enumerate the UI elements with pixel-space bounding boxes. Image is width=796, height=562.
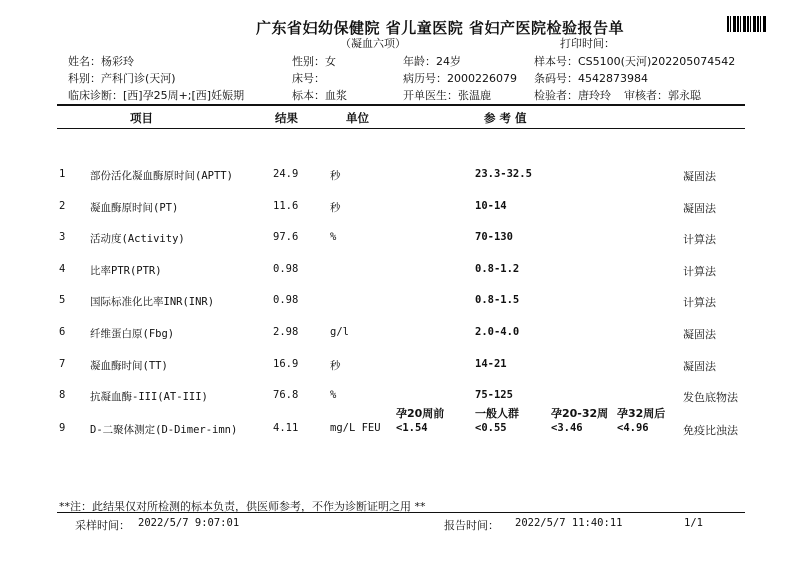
header-divider-bottom	[57, 128, 745, 129]
patient-department: 科别：产科门诊(天河)	[68, 72, 176, 85]
ddimer-ref-value: <1.54	[396, 422, 428, 434]
report-time-label: 报告时间：	[444, 519, 499, 532]
col-header-unit: 单位	[346, 111, 369, 125]
collect-time: 2022/5/7 9:07:01	[138, 517, 240, 529]
test-name: 凝血酶原时间(PT)	[90, 202, 179, 214]
barcode-number: 条码号：4542873984	[534, 72, 648, 85]
test-method: 计算法	[683, 265, 716, 278]
test-method: 计算法	[683, 233, 716, 246]
footnote: **注：此结果仅对所检测的标本负责，供医师参考，不作为诊断证明之用 **	[59, 500, 426, 513]
test-unit: g/l	[330, 326, 349, 338]
test-name: D-二聚体测定(D-Dimer-imn)	[90, 424, 238, 436]
collect-time-label: 采样时间：	[75, 519, 130, 532]
test-unit: 秒	[330, 170, 341, 182]
test-unit: 秒	[330, 360, 341, 372]
patient-gender: 性别：女	[292, 55, 336, 68]
ddimer-ref-value: <3.46	[551, 422, 583, 434]
test-result: 76.8	[273, 389, 299, 401]
specimen-type: 标本：血浆	[292, 89, 347, 102]
ddimer-ref-label: 孕20-32周	[551, 407, 609, 420]
bed-number: 床号：	[292, 72, 325, 85]
test-reference: 10-14	[475, 200, 507, 212]
test-name: 国际标准化比率INR(INR)	[90, 296, 215, 308]
row-number: 7	[59, 358, 66, 370]
test-result: 4.11	[273, 422, 299, 434]
record-number: 病历号：2000226079	[403, 72, 517, 85]
test-reference: 70-130	[475, 231, 513, 243]
test-reference: 14-21	[475, 358, 507, 370]
test-name: 纤维蛋白原(Fbg)	[90, 328, 175, 340]
test-method: 凝固法	[683, 360, 716, 373]
ddimer-ref-value: <4.96	[617, 422, 649, 434]
row-number: 2	[59, 200, 66, 212]
sample-number: 样本号：CS5100(天河)202205074542	[534, 55, 736, 68]
reviewer: 审核者：郭永聪	[624, 89, 701, 102]
test-name: 抗凝血酶-III(AT-III)	[90, 391, 208, 403]
test-result: 0.98	[273, 263, 299, 275]
row-number: 8	[59, 389, 66, 401]
patient-name: 姓名：杨彩玲	[68, 55, 134, 68]
test-method: 凝固法	[683, 202, 716, 215]
col-header-reference: 参 考 值	[484, 111, 527, 125]
test-unit: %	[330, 231, 337, 243]
row-number: 6	[59, 326, 66, 338]
test-result: 97.6	[273, 231, 299, 243]
row-number: 5	[59, 294, 66, 306]
test-reference: 2.0-4.0	[475, 326, 520, 338]
test-reference: 75-125	[475, 389, 513, 401]
test-name: 活动度(Activity)	[90, 233, 185, 245]
ddimer-ref-label: 孕20周前	[396, 407, 445, 420]
test-reference: 23.3-32.5	[475, 168, 532, 180]
clinical-diagnosis: 临床诊断：[西]孕25周+;[西]妊娠期	[68, 89, 245, 102]
test-name: 比率PTR(PTR)	[90, 265, 162, 277]
test-result: 11.6	[273, 200, 299, 212]
footer-divider	[57, 512, 745, 513]
test-result: 2.98	[273, 326, 299, 338]
ordering-doctor: 开单医生：张温鹿	[403, 89, 491, 102]
test-reference: 0.8-1.2	[475, 263, 520, 275]
test-method: 免疫比浊法	[683, 424, 738, 437]
report-time: 2022/5/7 11:40:11	[515, 517, 623, 529]
row-number: 9	[59, 422, 66, 434]
row-number: 4	[59, 263, 66, 275]
test-result: 24.9	[273, 168, 299, 180]
page-number: 1/1	[684, 517, 703, 529]
test-method: 凝固法	[683, 328, 716, 341]
test-method: 计算法	[683, 296, 716, 309]
tester: 检验者：唐玲玲	[534, 89, 611, 102]
test-result: 16.9	[273, 358, 299, 370]
print-time-label: 打印时间：	[560, 37, 615, 50]
test-unit: %	[330, 389, 337, 401]
col-header-result: 结果	[275, 111, 298, 125]
barcode-icon	[727, 16, 767, 32]
test-method: 发色底物法	[683, 391, 738, 404]
test-unit: 秒	[330, 202, 341, 214]
row-number: 3	[59, 231, 66, 243]
test-reference: 0.8-1.5	[475, 294, 520, 306]
report-subtitle: （凝血六项）	[340, 37, 406, 50]
test-result: 0.98	[273, 294, 299, 306]
test-unit: mg/L FEU	[330, 422, 381, 434]
ddimer-ref-label: 一般人群	[475, 407, 519, 420]
row-number: 1	[59, 168, 66, 180]
report-title: 广东省妇幼保健院 省儿童医院 省妇产医院检验报告单	[256, 19, 624, 37]
col-header-item: 项目	[130, 111, 153, 125]
header-divider-top	[57, 104, 745, 106]
test-method: 凝固法	[683, 170, 716, 183]
ddimer-ref-value: <0.55	[475, 422, 507, 434]
test-name: 凝血酶时间(TT)	[90, 360, 168, 372]
patient-age: 年龄：24岁	[403, 55, 461, 68]
ddimer-ref-label: 孕32周后	[617, 407, 666, 420]
test-name: 部份活化凝血酶原时间(APTT)	[90, 170, 233, 182]
